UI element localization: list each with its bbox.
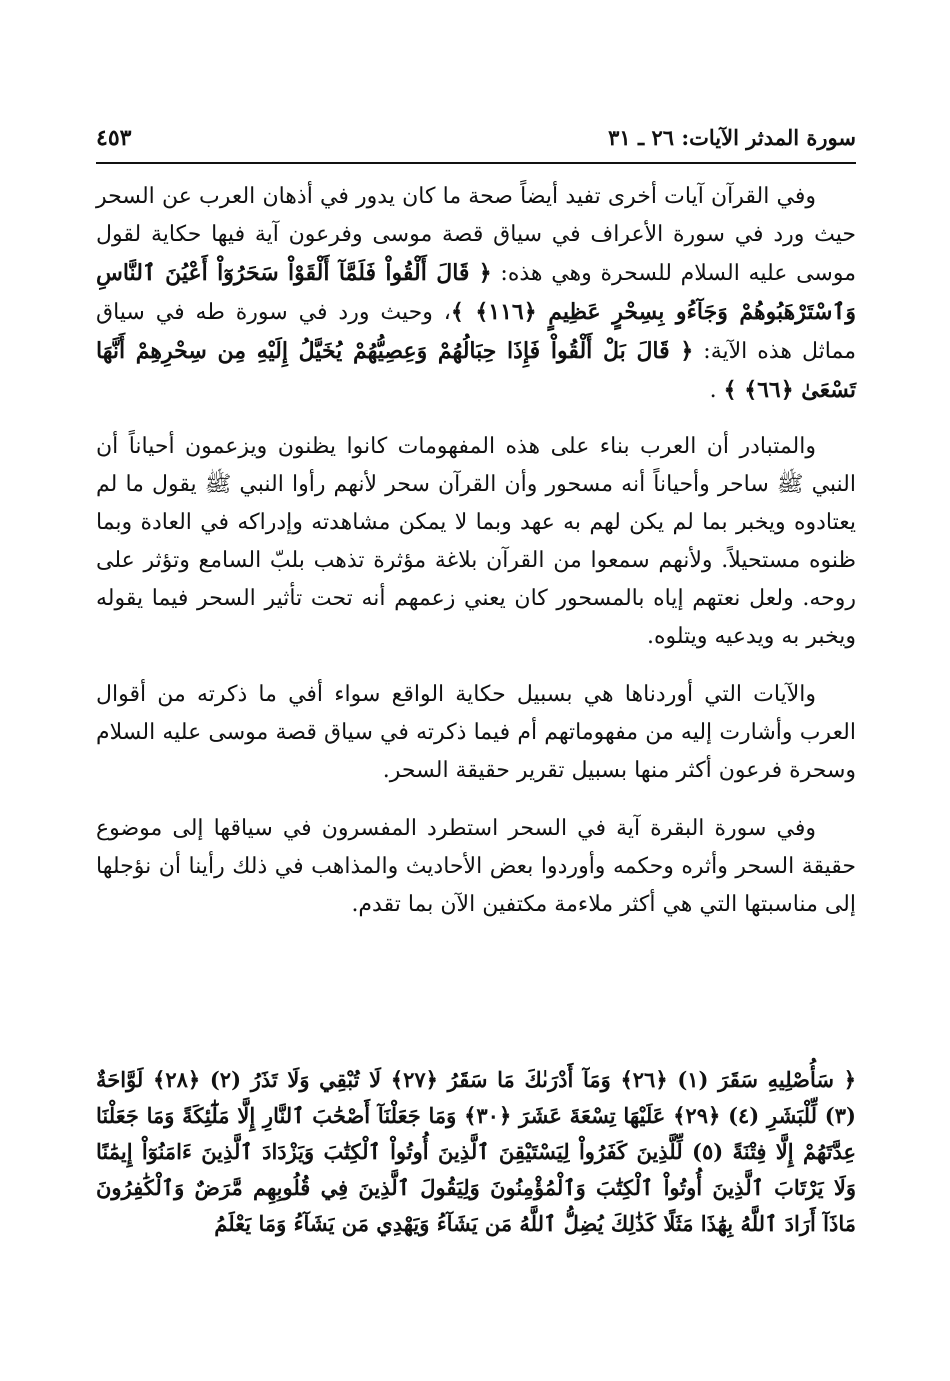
verses-text: ﴿ سَأُصْلِيهِ سَقَرَ (١) ﴿٢٦﴾ وَمَآ أَدْرَىٰكَ مَا سَقَرُ ﴿٢٧﴾ لَا تُبْقِي وَلَا تَذَرُ (٢) ﴿٢٨﴾ لَوَّاحَةٌ (٣) لِّلْبَشَرِ (٤) ﴿٢٩﴾ عَلَيْهَا تِسْعَةَ عَشَرَ ﴿٣٠﴾ وَمَا جَعَلْنَآ أَصْحَٰبَ ٱلنَّارِ إِلَّا مَلَٰٓئِكَةً وَمَا جَعَلْنَا عِدَّتَهُمْ إِلَّا فِتْنَةً (٥) لِّلَّذِينَ كَفَرُواْ لِيَسْتَيْقِنَ ٱلَّذِينَ أُوتُواْ ٱلْكِتَٰبَ وَيَزْدَادَ ٱلَّذِينَ ءَامَنُوٓاْ إِيمَٰنًا وَلَا يَرْتَابَ ٱلَّذِينَ أُوتُواْ ٱلْكِتَٰبَ وَٱلْمُؤْمِنُونَ وَلِيَقُولَ ٱلَّذِينَ فِي قُلُوبِهِم مَّرَضٌ وَٱلْكَٰفِرُونَ مَاذَآ أَرَادَ ٱللَّهُ بِهَٰذَا مَثَلًا كَذَٰلِكَ يُضِلُّ ٱللَّهُ مَن يَشَآءُ وَيَهْدِي مَن يَشَآءُ وَمَا يَعْلَمُ — [96, 1067, 856, 1236]
paragraph-magic-verses — [96, 178, 856, 410]
paragraph-text: . — [709, 378, 717, 403]
header-title: سورة المدثر الآيات: ٢٦ ـ ٣١ — [608, 125, 856, 150]
running-header — [96, 120, 856, 156]
page-number: ٤٥٣ — [96, 125, 132, 151]
header-divider — [96, 162, 856, 164]
commentary-body — [96, 178, 856, 944]
paragraph-arab-beliefs: والمتبادر أن العرب بناء على هذه المفهومات كانوا يظنون ويزعمون أحياناً أن النبي ﷺ ساحر وأحياناً أنه مسحور وأن القرآن سحر لأنهم رأوا النبي ﷺ يقول ما لم يعتادوه ويخبر بما لم يكن لهم به عهد وبما لا يمكن مشاهدته وإدراكه في العادة وبما ظنوه مستحيلاً. ولأنهم سمعوا من القرآن بلاغة مؤثرة تذهب بلبّ السامع وتؤثر على روحه. ولعل نعتهم إياه بالمسحور كان يعني زعمهم أنه تحت تأثير السحر فيما يقوله ويخبر به ويدعيه ويتلوه. — [96, 434, 856, 649]
quran-verses-block — [96, 1062, 856, 1242]
paragraph-text: ، وحيث ورد في سورة طه في سياق مماثل هذه الآية: — [96, 300, 856, 364]
paragraph-baqara: وفي سورة البقرة آية في السحر استطرد المفسرون في سياقها إلى موضوع حقيقة السحر وأثره وحكمه وأوردوا بعض الأحاديث والمذاهب في ذلك رأينا أن نؤجلها إلى مناسبتها التي هي أكثر ملاءمة مكتفين الآن بما تقدم. — [96, 816, 856, 917]
paragraph-text: وفي القرآن آيات أخرى تفيد أيضاً صحة ما كان يدور في أذهان العرب عن السحر حيث ورد في سورة الأعراف في سياق قصة موسى وفرعون آية فيها حكاية لقول موسى عليه السلام للسحرة وهي هذه: — [96, 184, 857, 286]
paragraph-narration: والآيات التي أوردناها هي بسبيل حكاية الواقع سواء أفي ما ذكرته من أقوال العرب وأشارت إليه من مفهوماتهم أم فيما ذكرته في سياق قصة موسى عليه السلام وسحرة فرعون أكثر منها بسبيل تقرير حقيقة السحر. — [96, 682, 856, 783]
quran-quote-araf: ﴿ قَالَ أَلْقُواْ فَلَمَّآ أَلْقَوْاْ سَحَرُوٓاْ أَعْيُنَ ٱلنَّاسِ وَٱسْتَرْهَبُوهُمْ وَجَآءُو بِسِحْرٍ عَظِيمٍ ﴿١١٦﴾ ﴾ — [96, 260, 856, 325]
quran-quote-taha: ﴿ قَالَ بَلْ أَلْقُواْ فَإِذَا حِبَالُهُمْ وَعِصِيُّهُمْ يُخَيَّلُ إِلَيْهِ مِن سِحْرِهِمْ أَنَّهَا تَسْعَىٰ ﴿٦٦﴾ ﴾ — [96, 338, 856, 403]
